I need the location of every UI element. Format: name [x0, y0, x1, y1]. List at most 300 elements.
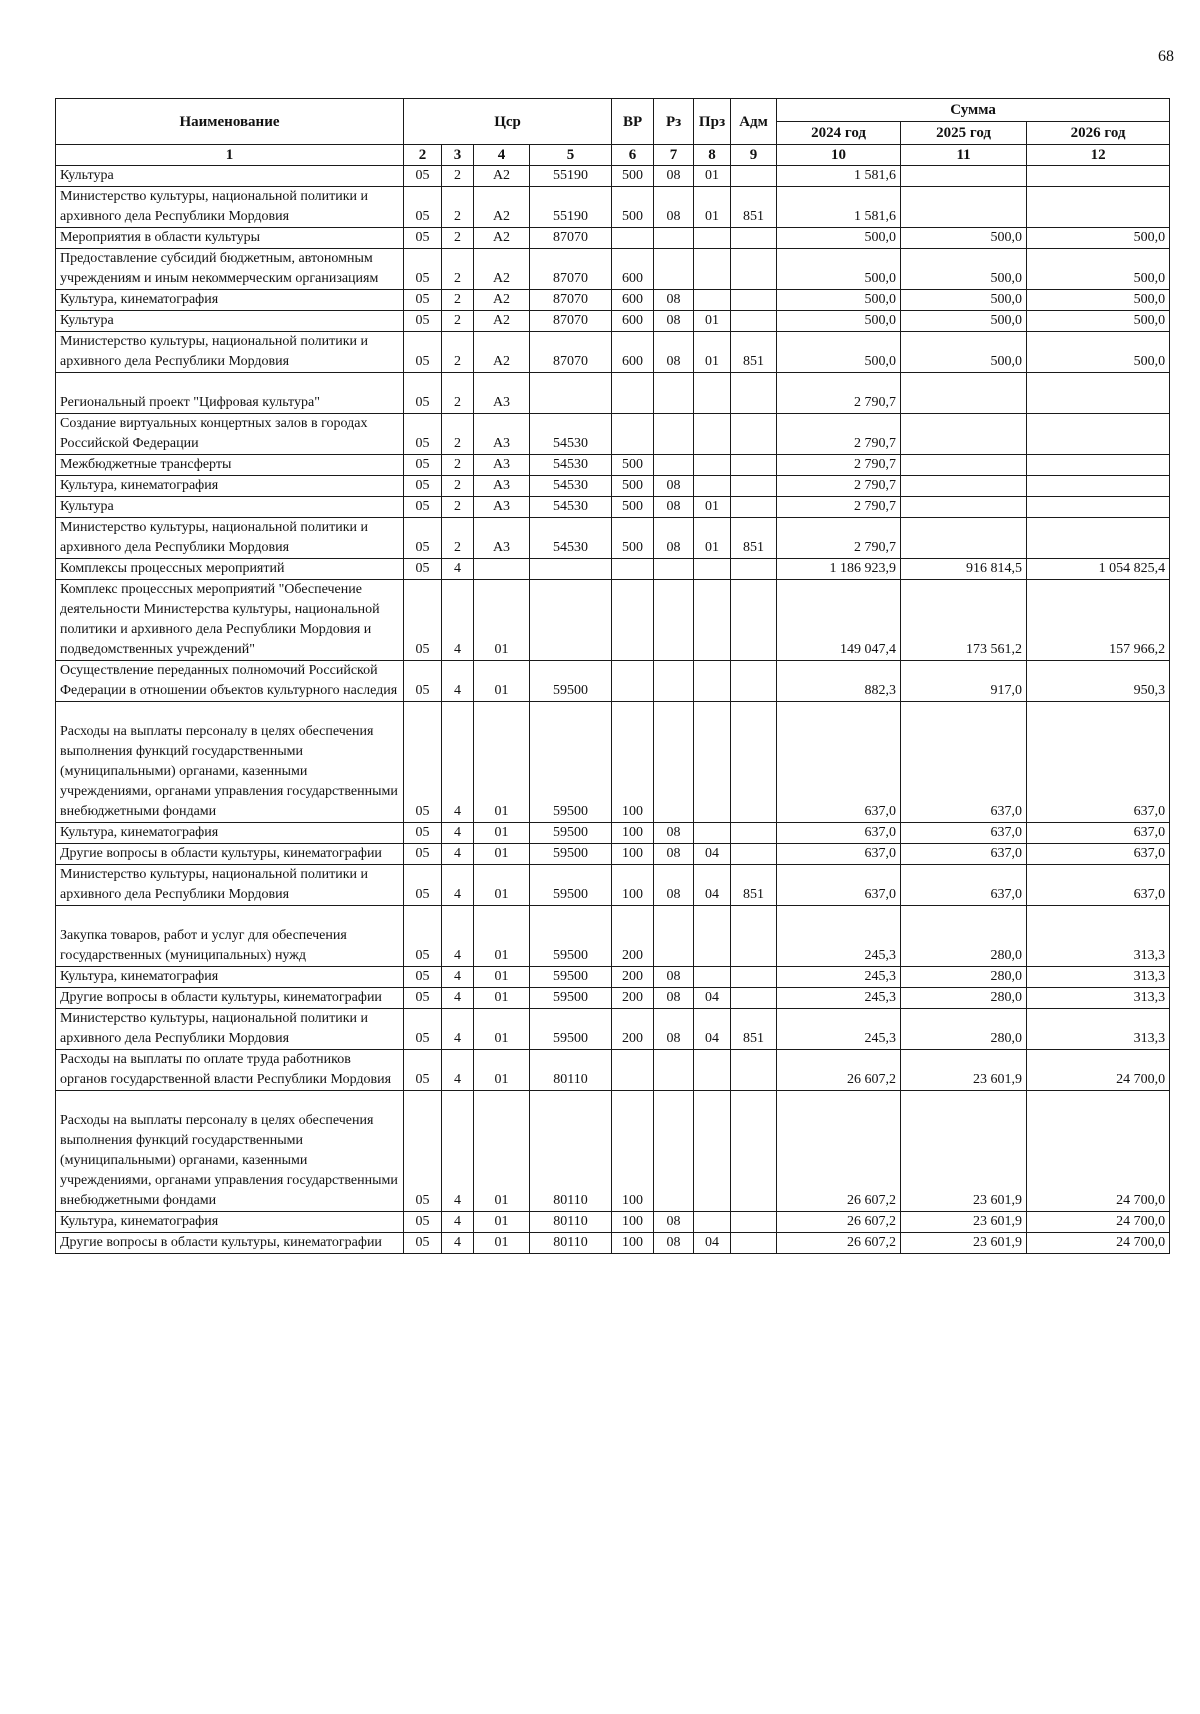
sum-2025: 917,0	[901, 661, 1027, 702]
sum-2025	[901, 166, 1027, 187]
header-adm: Адм	[731, 99, 777, 145]
sum-2024: 2 790,7	[777, 373, 901, 414]
sum-2026: 157 966,2	[1027, 580, 1170, 661]
header-prz: Прз	[694, 99, 731, 145]
sum-2024: 1 581,6	[777, 166, 901, 187]
row-name: Осуществление переданных полномочий Российской Федерации в отношении объектов культурного наследия	[56, 661, 404, 702]
column-number: 10	[777, 145, 901, 166]
csr-project: А2	[474, 311, 530, 332]
csr-program: 05	[404, 967, 442, 988]
adm-code	[731, 580, 777, 661]
row-name: Культура, кинематография	[56, 476, 404, 497]
prz-code	[694, 373, 731, 414]
rz-code: 08	[654, 823, 694, 844]
sum-2025: 23 601,9	[901, 1212, 1027, 1233]
vr-code: 500	[612, 497, 654, 518]
csr-direction: 59500	[530, 702, 612, 823]
sum-2024: 245,3	[777, 988, 901, 1009]
vr-code: 500	[612, 518, 654, 559]
prz-code	[694, 290, 731, 311]
csr-program: 05	[404, 559, 442, 580]
csr-subprogram: 4	[442, 661, 474, 702]
table-row	[56, 1009, 1170, 1050]
csr-subprogram: 4	[442, 967, 474, 988]
sum-2025	[901, 497, 1027, 518]
csr-subprogram: 2	[442, 249, 474, 290]
sum-2024: 500,0	[777, 290, 901, 311]
csr-direction: 55190	[530, 187, 612, 228]
vr-code	[612, 559, 654, 580]
header-csr: Цср	[404, 99, 612, 145]
prz-code	[694, 906, 731, 967]
adm-code	[731, 967, 777, 988]
prz-code	[694, 1050, 731, 1091]
table-row	[56, 988, 1170, 1009]
row-name: Создание виртуальных концертных залов в городах Российской Федерации	[56, 414, 404, 455]
csr-project: 01	[474, 844, 530, 865]
csr-subprogram: 2	[442, 228, 474, 249]
sum-2026	[1027, 166, 1170, 187]
row-name: Комплекс процессных мероприятий "Обеспечение деятельности Министерства культуры, национальной политики и архивного дела Республики Мордовия и подведомственных учреждений"	[56, 580, 404, 661]
csr-program: 05	[404, 823, 442, 844]
sum-2025: 500,0	[901, 228, 1027, 249]
csr-direction: 54530	[530, 518, 612, 559]
table-row	[56, 290, 1170, 311]
sum-2025: 280,0	[901, 1009, 1027, 1050]
csr-direction: 54530	[530, 476, 612, 497]
csr-direction: 80110	[530, 1233, 612, 1254]
sum-2026: 637,0	[1027, 865, 1170, 906]
csr-direction: 59500	[530, 823, 612, 844]
adm-code	[731, 290, 777, 311]
csr-project: А3	[474, 476, 530, 497]
table-row	[56, 497, 1170, 518]
csr-project: 01	[474, 661, 530, 702]
rz-code: 08	[654, 1233, 694, 1254]
sum-2025: 280,0	[901, 967, 1027, 988]
header-name: Наименование	[56, 99, 404, 145]
vr-code: 500	[612, 455, 654, 476]
sum-2026: 313,3	[1027, 967, 1170, 988]
csr-subprogram: 2	[442, 373, 474, 414]
sum-2026	[1027, 476, 1170, 497]
table-row	[56, 414, 1170, 455]
prz-code	[694, 661, 731, 702]
sum-2024: 245,3	[777, 1009, 901, 1050]
adm-code	[731, 906, 777, 967]
csr-program: 05	[404, 414, 442, 455]
table-row	[56, 166, 1170, 187]
header-year-2024: 2024 год	[777, 122, 901, 145]
adm-code	[731, 1212, 777, 1233]
vr-code: 200	[612, 906, 654, 967]
adm-code	[731, 414, 777, 455]
csr-project: 01	[474, 580, 530, 661]
csr-subprogram: 4	[442, 844, 474, 865]
table-row	[56, 476, 1170, 497]
prz-code: 04	[694, 988, 731, 1009]
csr-subprogram: 2	[442, 476, 474, 497]
sum-2024: 245,3	[777, 967, 901, 988]
adm-code	[731, 1091, 777, 1212]
adm-code: 851	[731, 187, 777, 228]
row-name: Предоставление субсидий бюджетным, автономным учреждениям и иным некоммерческим организациям	[56, 249, 404, 290]
rz-code	[654, 373, 694, 414]
column-number: 3	[442, 145, 474, 166]
rz-code: 08	[654, 844, 694, 865]
rz-code: 08	[654, 166, 694, 187]
csr-subprogram: 4	[442, 823, 474, 844]
sum-2025: 637,0	[901, 865, 1027, 906]
rz-code: 08	[654, 476, 694, 497]
adm-code	[731, 661, 777, 702]
adm-code	[731, 823, 777, 844]
table-row	[56, 844, 1170, 865]
csr-project: А3	[474, 497, 530, 518]
row-name: Расходы на выплаты по оплате труда работников органов государственной власти Республики Мордовия	[56, 1050, 404, 1091]
header-year-2026: 2026 год	[1027, 122, 1170, 145]
csr-project: 01	[474, 1212, 530, 1233]
sum-2026: 24 700,0	[1027, 1050, 1170, 1091]
row-name: Комплексы процессных мероприятий	[56, 559, 404, 580]
csr-direction: 59500	[530, 1009, 612, 1050]
csr-program: 05	[404, 1091, 442, 1212]
rz-code	[654, 228, 694, 249]
sum-2024: 1 581,6	[777, 187, 901, 228]
adm-code	[731, 476, 777, 497]
sum-2025: 280,0	[901, 988, 1027, 1009]
rz-code: 08	[654, 1009, 694, 1050]
csr-subprogram: 4	[442, 988, 474, 1009]
table-row	[56, 228, 1170, 249]
csr-project: А2	[474, 166, 530, 187]
csr-program: 05	[404, 311, 442, 332]
header-row	[56, 99, 1170, 122]
prz-code	[694, 702, 731, 823]
csr-project: А2	[474, 332, 530, 373]
row-name: Культура, кинематография	[56, 823, 404, 844]
csr-project: 01	[474, 967, 530, 988]
csr-project: 01	[474, 1009, 530, 1050]
adm-code	[731, 373, 777, 414]
csr-subprogram: 4	[442, 1233, 474, 1254]
sum-2026	[1027, 455, 1170, 476]
sum-2026	[1027, 187, 1170, 228]
prz-code: 04	[694, 865, 731, 906]
csr-program: 05	[404, 988, 442, 1009]
rz-code	[654, 661, 694, 702]
table-row	[56, 332, 1170, 373]
csr-direction: 59500	[530, 865, 612, 906]
csr-project: А3	[474, 414, 530, 455]
sum-2025: 637,0	[901, 844, 1027, 865]
csr-project: А2	[474, 290, 530, 311]
row-name: Межбюджетные трансферты	[56, 455, 404, 476]
csr-direction	[530, 580, 612, 661]
sum-2024: 1 186 923,9	[777, 559, 901, 580]
sum-2024: 2 790,7	[777, 497, 901, 518]
prz-code: 04	[694, 1009, 731, 1050]
adm-code: 851	[731, 1009, 777, 1050]
csr-direction: 87070	[530, 290, 612, 311]
csr-program: 05	[404, 187, 442, 228]
row-name: Закупка товаров, работ и услуг для обеспечения государственных (муниципальных) нужд	[56, 906, 404, 967]
sum-2026: 24 700,0	[1027, 1091, 1170, 1212]
rz-code	[654, 249, 694, 290]
sum-2025	[901, 414, 1027, 455]
table-row	[56, 702, 1170, 823]
adm-code	[731, 228, 777, 249]
csr-direction: 59500	[530, 988, 612, 1009]
row-name: Культура, кинематография	[56, 290, 404, 311]
sum-2025: 23 601,9	[901, 1233, 1027, 1254]
adm-code	[731, 702, 777, 823]
sum-2025	[901, 455, 1027, 476]
csr-project: 01	[474, 906, 530, 967]
sum-2025: 23 601,9	[901, 1050, 1027, 1091]
rz-code	[654, 1050, 694, 1091]
vr-code: 100	[612, 1233, 654, 1254]
sum-2024: 2 790,7	[777, 414, 901, 455]
sum-2026: 500,0	[1027, 290, 1170, 311]
vr-code: 100	[612, 865, 654, 906]
sum-2026	[1027, 373, 1170, 414]
csr-project: А2	[474, 228, 530, 249]
sum-2026: 500,0	[1027, 249, 1170, 290]
csr-program: 05	[404, 844, 442, 865]
adm-code	[731, 1050, 777, 1091]
prz-code	[694, 559, 731, 580]
csr-direction: 54530	[530, 497, 612, 518]
page-number: 68	[1158, 48, 1174, 65]
adm-code	[731, 311, 777, 332]
csr-program: 05	[404, 476, 442, 497]
column-number: 2	[404, 145, 442, 166]
table-row	[56, 580, 1170, 661]
header-year-2025: 2025 год	[901, 122, 1027, 145]
csr-direction: 54530	[530, 414, 612, 455]
csr-subprogram: 4	[442, 559, 474, 580]
vr-code	[612, 1050, 654, 1091]
csr-project: 01	[474, 1091, 530, 1212]
csr-project	[474, 559, 530, 580]
csr-project: А3	[474, 455, 530, 476]
column-numbers-row	[56, 145, 1170, 166]
csr-program: 05	[404, 661, 442, 702]
prz-code	[694, 249, 731, 290]
csr-subprogram: 4	[442, 702, 474, 823]
adm-code	[731, 844, 777, 865]
vr-code: 600	[612, 290, 654, 311]
csr-subprogram: 2	[442, 290, 474, 311]
csr-direction: 87070	[530, 249, 612, 290]
csr-direction	[530, 559, 612, 580]
csr-program: 05	[404, 228, 442, 249]
row-name: Другие вопросы в области культуры, кинематографии	[56, 844, 404, 865]
csr-direction: 87070	[530, 332, 612, 373]
row-name: Культура	[56, 166, 404, 187]
sum-2026	[1027, 497, 1170, 518]
sum-2025: 637,0	[901, 702, 1027, 823]
rz-code	[654, 702, 694, 823]
sum-2026	[1027, 518, 1170, 559]
csr-subprogram: 2	[442, 311, 474, 332]
sum-2026: 313,3	[1027, 906, 1170, 967]
sum-2025: 500,0	[901, 311, 1027, 332]
csr-project: 01	[474, 823, 530, 844]
row-name: Министерство культуры, национальной политики и архивного дела Республики Мордовия	[56, 187, 404, 228]
adm-code	[731, 249, 777, 290]
csr-direction: 80110	[530, 1050, 612, 1091]
row-name: Региональный проект "Цифровая культура"	[56, 373, 404, 414]
adm-code	[731, 559, 777, 580]
column-number: 12	[1027, 145, 1170, 166]
adm-code: 851	[731, 332, 777, 373]
sum-2024: 500,0	[777, 311, 901, 332]
vr-code	[612, 373, 654, 414]
vr-code: 100	[612, 823, 654, 844]
sum-2025	[901, 187, 1027, 228]
row-name: Министерство культуры, национальной политики и архивного дела Республики Мордовия	[56, 865, 404, 906]
prz-code	[694, 1091, 731, 1212]
vr-code: 200	[612, 967, 654, 988]
sum-2024: 500,0	[777, 228, 901, 249]
csr-subprogram: 4	[442, 1212, 474, 1233]
sum-2024: 500,0	[777, 332, 901, 373]
table-row	[56, 1091, 1170, 1212]
sum-2024: 26 607,2	[777, 1212, 901, 1233]
csr-program: 05	[404, 455, 442, 476]
sum-2024: 637,0	[777, 844, 901, 865]
csr-subprogram: 4	[442, 1091, 474, 1212]
sum-2026: 24 700,0	[1027, 1233, 1170, 1254]
prz-code	[694, 455, 731, 476]
csr-project: 01	[474, 1233, 530, 1254]
adm-code	[731, 1233, 777, 1254]
table-row	[56, 187, 1170, 228]
rz-code: 08	[654, 518, 694, 559]
csr-direction	[530, 373, 612, 414]
csr-subprogram: 4	[442, 580, 474, 661]
csr-subprogram: 4	[442, 906, 474, 967]
csr-program: 05	[404, 580, 442, 661]
csr-subprogram: 4	[442, 1050, 474, 1091]
csr-project: А2	[474, 249, 530, 290]
sum-2026: 313,3	[1027, 1009, 1170, 1050]
rz-code: 08	[654, 988, 694, 1009]
table-row	[56, 373, 1170, 414]
csr-program: 05	[404, 1050, 442, 1091]
csr-project: 01	[474, 988, 530, 1009]
row-name: Министерство культуры, национальной политики и архивного дела Республики Мордовия	[56, 332, 404, 373]
prz-code	[694, 823, 731, 844]
csr-program: 05	[404, 290, 442, 311]
row-name: Мероприятия в области культуры	[56, 228, 404, 249]
sum-2026: 637,0	[1027, 844, 1170, 865]
table-row	[56, 559, 1170, 580]
sum-2024: 2 790,7	[777, 455, 901, 476]
header-sum: Сумма	[777, 99, 1170, 122]
rz-code: 08	[654, 311, 694, 332]
column-number: 9	[731, 145, 777, 166]
adm-code: 851	[731, 865, 777, 906]
csr-project: 01	[474, 865, 530, 906]
csr-project: 01	[474, 1050, 530, 1091]
sum-2024: 26 607,2	[777, 1050, 901, 1091]
rz-code: 08	[654, 865, 694, 906]
sum-2026: 500,0	[1027, 311, 1170, 332]
vr-code: 600	[612, 332, 654, 373]
prz-code: 01	[694, 187, 731, 228]
rz-code: 08	[654, 967, 694, 988]
table-row	[56, 1212, 1170, 1233]
rz-code	[654, 580, 694, 661]
csr-direction: 59500	[530, 967, 612, 988]
csr-direction: 59500	[530, 661, 612, 702]
column-number: 6	[612, 145, 654, 166]
adm-code	[731, 988, 777, 1009]
sum-2025: 916 814,5	[901, 559, 1027, 580]
budget-table	[55, 98, 1170, 1254]
sum-2024: 637,0	[777, 865, 901, 906]
csr-direction: 80110	[530, 1212, 612, 1233]
csr-project: 01	[474, 702, 530, 823]
vr-code	[612, 414, 654, 455]
sum-2026: 24 700,0	[1027, 1212, 1170, 1233]
sum-2025	[901, 476, 1027, 497]
csr-direction: 54530	[530, 455, 612, 476]
rz-code	[654, 906, 694, 967]
csr-direction: 87070	[530, 311, 612, 332]
table-row	[56, 865, 1170, 906]
table-row	[56, 967, 1170, 988]
sum-2024: 245,3	[777, 906, 901, 967]
sum-2025: 173 561,2	[901, 580, 1027, 661]
csr-program: 05	[404, 1212, 442, 1233]
column-number: 1	[56, 145, 404, 166]
prz-code: 01	[694, 166, 731, 187]
sum-2024: 149 047,4	[777, 580, 901, 661]
csr-direction: 80110	[530, 1091, 612, 1212]
rz-code: 08	[654, 497, 694, 518]
csr-program: 05	[404, 373, 442, 414]
column-number: 7	[654, 145, 694, 166]
prz-code	[694, 228, 731, 249]
rz-code: 08	[654, 187, 694, 228]
sum-2024: 26 607,2	[777, 1233, 901, 1254]
sum-2026: 1 054 825,4	[1027, 559, 1170, 580]
sum-2024: 637,0	[777, 702, 901, 823]
column-number: 5	[530, 145, 612, 166]
csr-subprogram: 2	[442, 414, 474, 455]
prz-code: 01	[694, 497, 731, 518]
sum-2025	[901, 518, 1027, 559]
csr-direction: 55190	[530, 166, 612, 187]
rz-code	[654, 1091, 694, 1212]
vr-code: 200	[612, 1009, 654, 1050]
prz-code	[694, 1212, 731, 1233]
csr-program: 05	[404, 865, 442, 906]
row-name: Другие вопросы в области культуры, кинематографии	[56, 1233, 404, 1254]
sum-2024: 26 607,2	[777, 1091, 901, 1212]
csr-direction: 59500	[530, 906, 612, 967]
csr-program: 05	[404, 702, 442, 823]
rz-code: 08	[654, 1212, 694, 1233]
sum-2025: 637,0	[901, 823, 1027, 844]
vr-code: 500	[612, 166, 654, 187]
vr-code: 100	[612, 1091, 654, 1212]
table-row	[56, 823, 1170, 844]
